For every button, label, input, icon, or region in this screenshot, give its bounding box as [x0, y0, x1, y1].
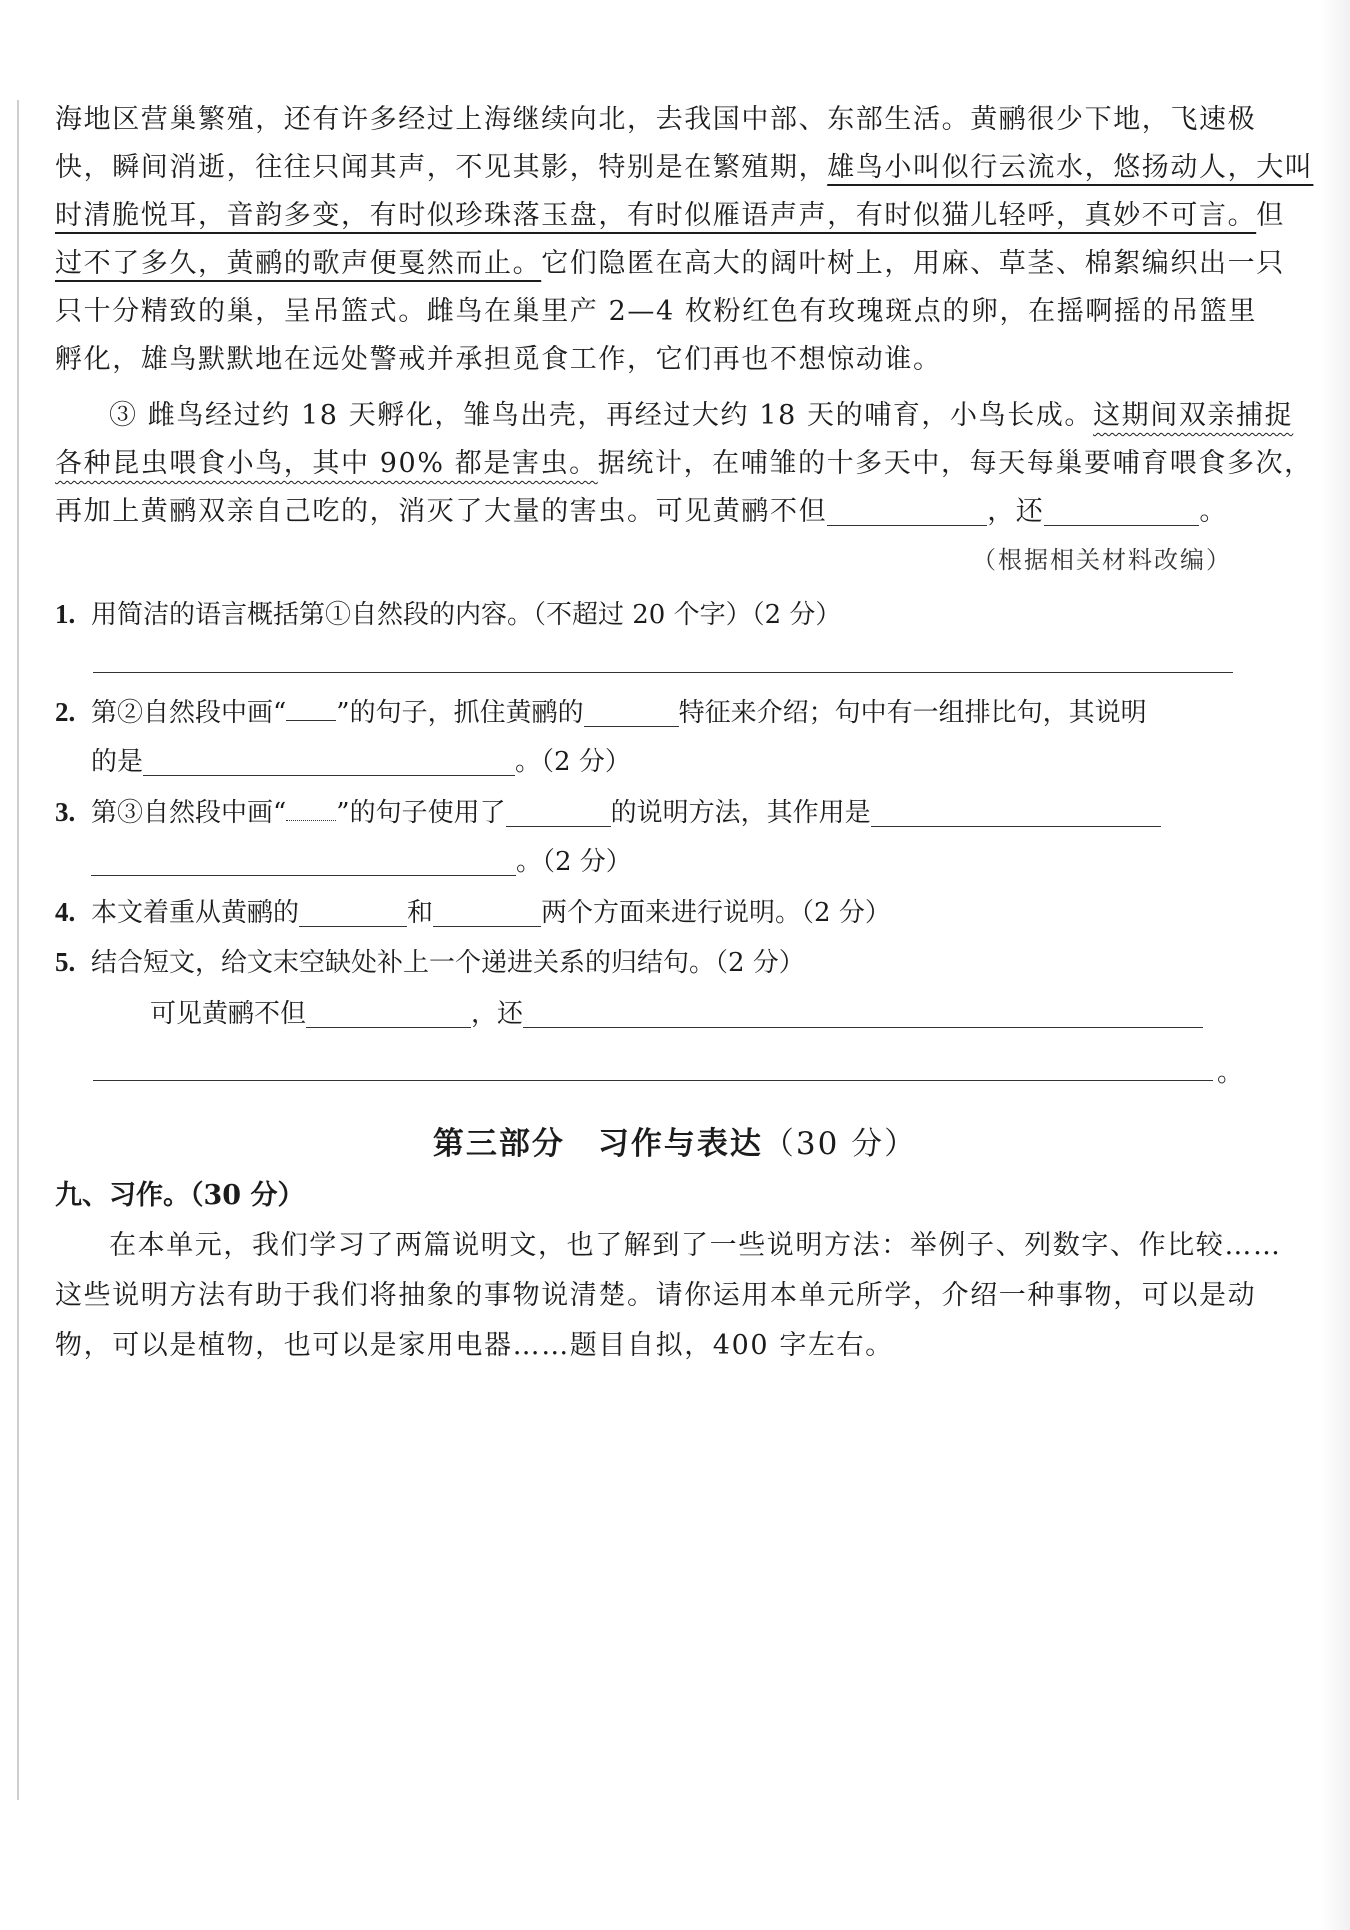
part-title: 第三部分 习作与表达（30 分） [432, 1126, 918, 1162]
answer-blank[interactable] [584, 696, 679, 727]
source-note: （根据相关材料改编） [972, 546, 1232, 574]
question-4: 4. 本文着重从黄鹂的 和 两个方面来进行说明。（2 分） [55, 897, 891, 928]
wavy-underlined-sentence: 这期间双亲捕捉 [1093, 400, 1294, 431]
answer-line[interactable] [93, 672, 1233, 673]
answer-blank[interactable] [827, 495, 987, 526]
underlined-sentence: 雄鸟小叫似行云流水，悠扬动人，大叫 [827, 152, 1314, 183]
answer-blank[interactable] [299, 896, 407, 927]
passage-line: 海地区营巢繁殖，还有许多经过上海继续向北，去我国中部、东部生活。黄鹂很少下地，飞速极 [55, 104, 1257, 135]
question-3-cont: 。（2 分） [91, 842, 632, 882]
passage-line: 各种昆虫喂食小鸟，其中 90% 都是害虫。据统计，在哺雏的十多天中，每天每巢要哺育喂食多次， [55, 448, 1313, 479]
passage-line: 只十分精致的巢，呈吊篮式。雌鸟在巢里产 2—4 枚粉红色有玫瑰斑点的卵，在摇啊摇的吊篮里 [55, 296, 1257, 327]
passage-line: 快，瞬间消逝，往往只闻其声，不见其影，特别是在繁殖期，雄鸟小叫似行云流水，悠扬动人，大叫 [55, 152, 1314, 183]
passage-line: 过不了多久，黄鹂的歌声便戛然而止。它们隐匿在高大的阔叶树上，用麻、草茎、棉絮编织出一只 [55, 248, 1285, 279]
answer-blank[interactable] [91, 845, 516, 876]
answer-line[interactable] [93, 1080, 1213, 1081]
underlined-sentence: 过不了多久，黄鹂的歌声便戛然而止。 [55, 248, 542, 279]
answer-blank[interactable] [1044, 495, 1199, 526]
question-5-fill: 可见黄鹂不但 ，还 [150, 994, 1203, 1034]
prompt-line: 物，可以是植物，也可以是家用电器……题目自拟，400 字左右。 [55, 1330, 894, 1361]
passage-line: 孵化，雄鸟默默地在远处警戒并承担觅食工作，它们再也不想惊动谁。 [55, 344, 942, 375]
question-1: 1. 用简洁的语言概括第①自然段的内容。（不超过 20 个字）（2 分） [55, 599, 842, 630]
passage-line: ③ 雌鸟经过约 18 天孵化，雏鸟出壳，再经过大约 18 天的哺育，小鸟长成。这期间双亲捕捉 [109, 400, 1294, 431]
question-2: 2. 第②自然段中画“ ”的句子，抓住黄鹂的 特征来介绍；句中有一组排比句，其说明 [55, 697, 1147, 728]
wavy-underlined-sentence: 各种昆虫喂食小鸟，其中 90% 都是害虫。 [55, 448, 598, 479]
end-punct: 。 [1217, 1058, 1244, 1088]
question-2-cont: 的是 。（2 分） [91, 747, 631, 777]
underlined-sentence: 时清脆悦耳，音韵多变，有时似珍珠落玉盘，有时似雁语声声，有时似猫儿轻呼，真妙不可言。 [55, 200, 1257, 231]
straight-underline-mark [286, 698, 336, 721]
prompt-line: 在本单元，我们学习了两篇说明文，也了解到了一些说明方法：举例子、列数字、作比较…… [109, 1230, 1282, 1261]
answer-blank[interactable] [143, 745, 515, 776]
answer-blank[interactable] [506, 796, 611, 827]
answer-blank[interactable] [433, 896, 541, 927]
answer-blank[interactable] [523, 997, 1203, 1028]
question-5: 5. 结合短文，给文末空缺处补上一个递进关系的归结句。（2 分） [55, 947, 805, 978]
answer-blank[interactable] [871, 796, 1161, 827]
section-heading: 九、习作。（30 分） [55, 1180, 305, 1211]
binding-edge-line [17, 100, 19, 1800]
wavy-underline-mark [286, 798, 336, 821]
page-edge-shadow [1320, 0, 1350, 1930]
answer-blank[interactable] [306, 997, 471, 1028]
passage-line: 再加上黄鹂双亲自己吃的，消灭了大量的害虫。可见黄鹂不但 ，还 。 [55, 496, 1229, 527]
passage-line: 时清脆悦耳，音韵多变，有时似珍珠落玉盘，有时似雁语声声，有时似猫儿轻呼，真妙不可言。但 [55, 200, 1285, 231]
question-3: 3. 第③自然段中画“ ”的句子使用了 的说明方法，其作用是 [55, 792, 1161, 833]
prompt-line: 这些说明方法有助于我们将抽象的事物说清楚。请你运用本单元所学，介绍一种事物，可以是动 [55, 1280, 1257, 1311]
